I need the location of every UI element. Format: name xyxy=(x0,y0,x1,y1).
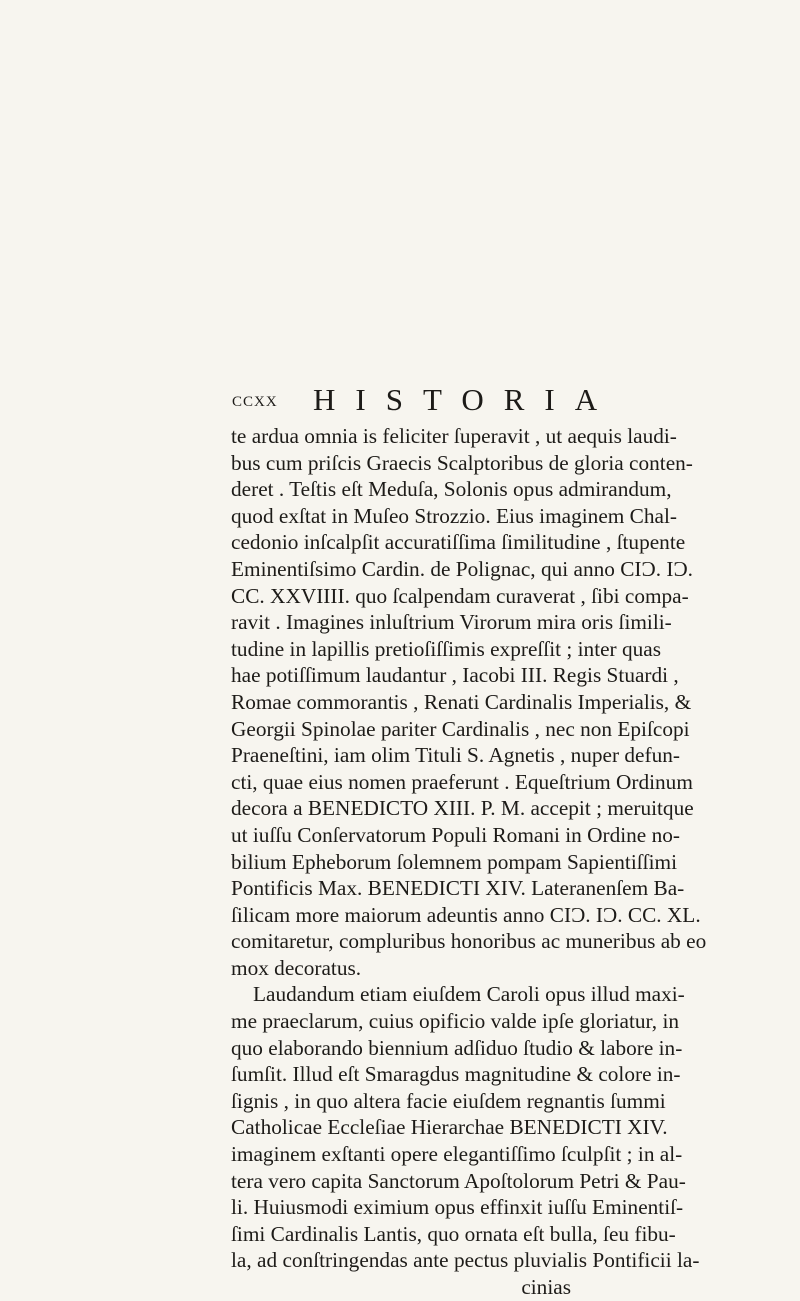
text-line: hae potiſſimum laudantur , Iacobi III. Regis Stuardi , xyxy=(231,663,679,688)
text-line: quo elaborando biennium adſiduo ſtudio & labore in- xyxy=(231,1035,683,1060)
text-line: ravit . Imagines inluſtrium Virorum mira oris ſimili- xyxy=(231,610,672,635)
text-line: quod exſtat in Muſeo Strozzio. Eius imaginem Chal- xyxy=(231,503,677,528)
running-title: HISTORIA xyxy=(313,382,618,417)
text-line: tera vero capita Sanctorum Apoſtolorum Petri & Pau- xyxy=(231,1168,686,1193)
text-line: ſimi Cardinalis Lantis, quo ornata eſt bulla, ſeu fibu- xyxy=(231,1221,676,1246)
catchword: cinias xyxy=(521,1275,571,1299)
text-line: Praeneſtini, iam olim Tituli S. Agnetis , nuper defun- xyxy=(231,743,680,768)
text-line: Pontificis Max. BENEDICTI XIV. Lateranenſem Ba- xyxy=(231,876,685,901)
text-line: ut iuſſu Conſervatorum Populi Romani in Ordine no- xyxy=(231,822,680,847)
text-line: cti, quae eius nomen praeferunt . Equeſtrium Ordinum xyxy=(231,769,693,794)
folio-number: CCXX xyxy=(232,394,278,410)
text-line: tudine in lapillis pretioſiſſimis expreſſit ; inter quas xyxy=(231,636,662,661)
page-header xyxy=(0,382,800,422)
text-line: bilium Epheborum ſolemnem pompam Sapientiſſimi xyxy=(231,849,677,874)
body-text xyxy=(231,423,707,1301)
text-line: CC. XXVIIII. quo ſcalpendam curaverat , ſibi compa- xyxy=(231,583,689,608)
text-line: deret . Teſtis eſt Meduſa, Solonis opus admirandum, xyxy=(231,477,672,502)
text-line: te ardua omnia is feliciter ſuperavit , ut aequis laudi- xyxy=(231,424,677,448)
text-line: ſumſit. Illud eſt Smaragdus magnitudine & colore in- xyxy=(231,1062,681,1087)
text-line: comitaretur, compluribus honoribus ac muneribus ab eo xyxy=(231,929,707,954)
text-line: Eminentiſsimo Cardin. de Polignac, qui anno CIƆ. IƆ. xyxy=(231,556,693,581)
paragraph-start-line: Laudandum etiam eiuſdem Caroli opus illud maxi- xyxy=(253,982,685,1007)
text-line: Georgii Spinolae pariter Cardinalis , nec non Epiſcopi xyxy=(231,716,690,741)
paragraph-end-line: mox decoratus. xyxy=(231,955,362,980)
text-line: ſignis , in quo altera facie eiuſdem regnantis ſummi xyxy=(231,1088,666,1113)
text-line: imaginem exſtanti opere elegantiſſimo ſculpſit ; in al- xyxy=(231,1142,683,1167)
text-line: li. Huiusmodi eximium opus effinxit iuſſu Eminentiſ- xyxy=(231,1195,684,1220)
text-line: ſilicam more maiorum adeuntis anno CIƆ. IƆ. CC. XL. xyxy=(231,902,701,927)
text-line: la, ad conſtringendas ante pectus pluvialis Pontificii la- xyxy=(231,1248,700,1273)
text-line: Romae commorantis , Renati Cardinalis Imperialis, & xyxy=(231,689,692,714)
text-line: cedonio inſcalpſit accuratiſſima ſimilitudine , ſtupente xyxy=(231,530,686,555)
text-line: decora a BENEDICTO XIII. P. M. accepit ; meruitque xyxy=(231,796,694,821)
text-line: bus cum priſcis Graecis Scalptoribus de gloria conten- xyxy=(231,450,693,475)
text-line: Catholicae Eccleſiae Hierarchae BENEDICTI XIV. xyxy=(231,1115,668,1140)
text-line: me praeclarum, cuius opificio valde ipſe gloriatur, in xyxy=(231,1009,680,1034)
